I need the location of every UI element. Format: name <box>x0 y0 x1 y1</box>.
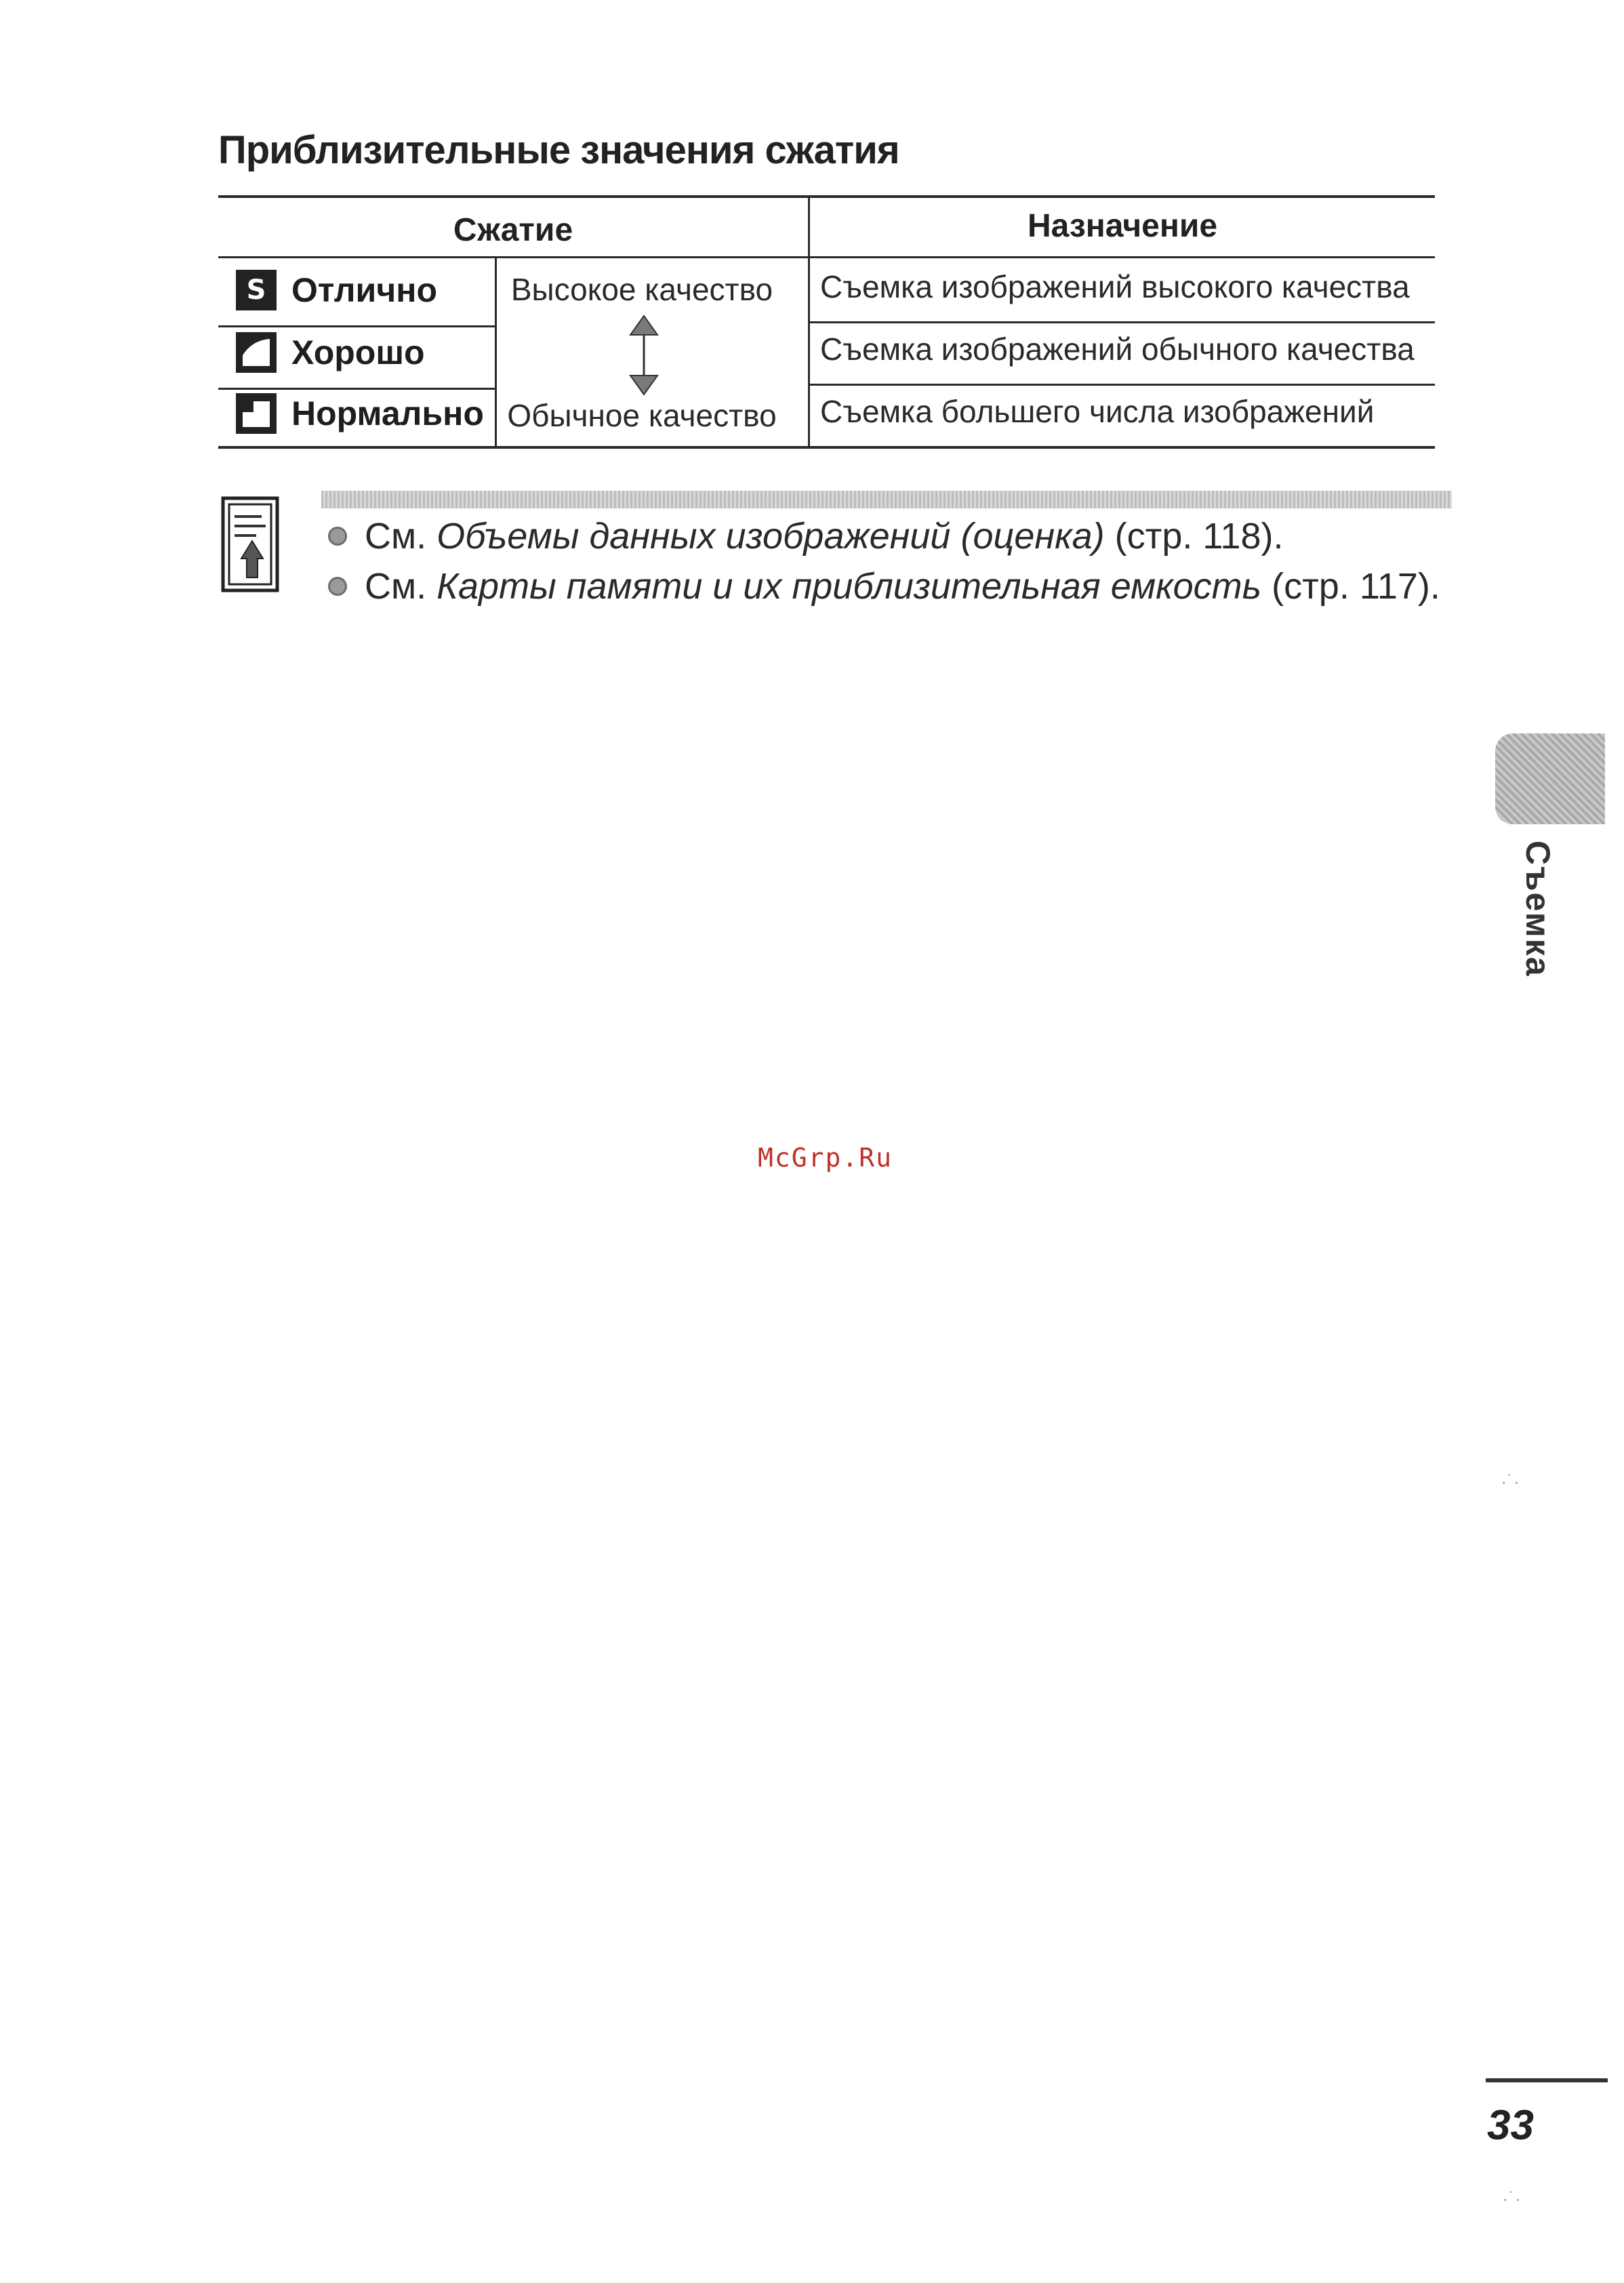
compression-table <box>218 195 1435 449</box>
purpose-cell: Съемка изображений высокого качества <box>820 269 1410 304</box>
mode-fine <box>236 332 425 373</box>
purpose-cell: Съемка изображений обычного качества <box>820 331 1415 367</box>
section-title: Приблизительные значения сжатия <box>218 128 899 172</box>
header-compression: Сжатие <box>453 212 573 248</box>
note-reference-title: Объемы данных изображений (оценка) <box>437 516 1105 557</box>
bullet-icon <box>328 527 347 546</box>
chapter-tab-marker <box>1495 733 1605 824</box>
note-reference-title: Карты памяти и их приблизительная емкость <box>437 566 1262 607</box>
row-divider <box>218 388 496 390</box>
table-top-rule <box>218 195 1435 198</box>
page-number: 33 <box>1487 2102 1534 2149</box>
quality-normal-label: Обычное качество <box>507 398 777 433</box>
note-divider-band <box>321 491 1452 508</box>
row-divider <box>808 321 1435 323</box>
scan-artifact: ·˙· <box>1501 1471 1520 1492</box>
purpose-cell: Съемка большего числа изображений <box>820 394 1375 429</box>
chapter-tab-label: Съемка <box>1519 841 1557 977</box>
row-divider <box>808 384 1435 386</box>
reference-note-icon <box>221 496 279 592</box>
quality-range-arrow-icon <box>628 315 660 396</box>
header-purpose: Назначение <box>1027 208 1218 244</box>
normal-compression-icon <box>236 393 277 434</box>
mode-normal <box>236 393 484 434</box>
mode-label: Хорошо <box>291 334 425 371</box>
note-item <box>328 565 1440 607</box>
scan-artifact: ·˙· <box>1502 2188 1521 2209</box>
mode-label: Отлично <box>291 271 437 309</box>
row-divider <box>218 325 496 327</box>
note-prefix: См. <box>365 516 427 557</box>
note-page-ref: (стр. 117). <box>1272 566 1440 607</box>
watermark: McGrp.Ru <box>758 1143 893 1173</box>
page-number-rule <box>1486 2078 1608 2082</box>
table-bottom-rule <box>218 446 1435 449</box>
note-prefix: См. <box>365 566 427 607</box>
mode-label: Нормально <box>291 395 484 432</box>
table-header-rule <box>218 256 1435 258</box>
note-page-ref: (стр. 118). <box>1114 516 1284 557</box>
superfine-compression-icon: S <box>236 270 277 310</box>
quality-high-label: Высокое качество <box>510 272 773 307</box>
mode-superfine <box>236 270 437 310</box>
fine-compression-icon <box>236 332 277 373</box>
note-item <box>328 515 1283 557</box>
bullet-icon <box>328 577 347 596</box>
